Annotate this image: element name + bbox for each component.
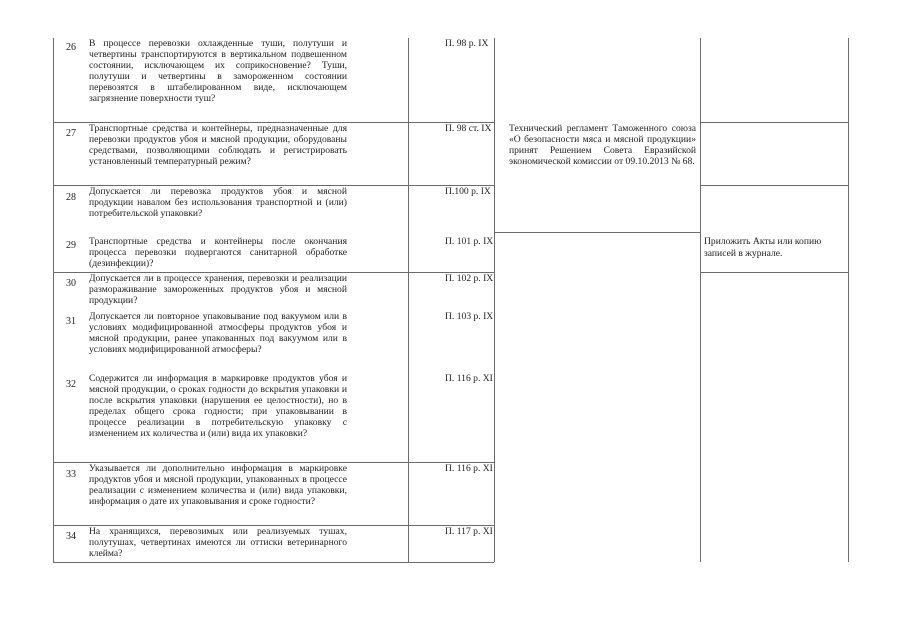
legal-reference: П. 116 р. XI [445,373,493,384]
column-divider-requirement [408,38,409,562]
column-divider-reference [494,38,495,562]
row-number: 28 [66,192,76,203]
column-divider-basis [700,38,701,562]
note-divider [700,122,848,123]
requirement-text: На хранящихся, перевозимых или реализуемых тушах, полутушах, четвертинах имеются ли оттиски ветеринарного клейма? [89,526,347,560]
requirement-text: Указывается ли дополнительно информация в маркировке продуктов убоя и мясной продукции, упакованных в процессе реализации с изменением количества и (или) вида упаковки, информация о дате их упаковывания и сроке годности? [89,463,347,508]
legal-reference: П.100 р. IX [445,186,491,197]
note-text: Приложить Акты или копию записей в журнале. [704,236,822,259]
requirement-text: Допускается ли в процессе хранения, перевозки и реализации размораживание замороженных продуктов убоя и мясной продукции? [89,273,347,307]
regulation-basis-text: Технический регламент Таможенного союза «О безопасности мяса и мясной продукции» принят Решением Совета Евразийской экономической комиссии от 09.10.2013 № 68. [509,123,696,168]
row-number: 27 [66,128,76,139]
row-number: 33 [66,469,76,480]
basis-divider [494,232,700,233]
legal-reference: П. 116 р. XI [445,463,493,474]
row-number: 32 [66,379,76,390]
legal-reference: П. 103 р. IX [445,311,494,322]
note-divider [700,185,848,186]
note-divider [700,272,848,273]
row-number: 34 [66,531,76,542]
row-number: 26 [66,42,76,53]
row-number: 29 [66,240,76,251]
requirement-text: Содержится ли информация в маркировке продуктов убоя и мясной продукции, о сроках годности до вскрытия упаковки и после вскрытия упаковки (нарушения ее целостности), но в пределах общего срока годности; при упаковывании в процессе реализации в потребительскую упаковку с изменением их количества и (или) вида их упаковки? [89,373,347,440]
legal-reference: П. 102 р. IX [445,273,494,284]
requirement-text: Допускается ли перевозка продуктов убоя и мясной продукции навалом без использования транспортной и (или) потребительской упаковки? [89,186,347,220]
legal-reference: П. 101 р. IX [445,236,494,247]
table-border-left [53,38,54,562]
row-number: 30 [66,278,76,289]
legal-reference: П. 98 р. IX [445,38,489,49]
requirement-text: Транспортные средства и контейнеры, предназначенные для перевозки продуктов убоя и мясной продукции, оборудованы средствами, позволяющими соблюдать и регистрировать установленный температурный режим? [89,123,347,168]
table-border-bottom [53,562,494,563]
row-number: 31 [66,316,76,327]
legal-reference: П. 117 р. XI [445,526,493,537]
legal-reference: П. 98 ст. IX [445,123,492,134]
requirement-text: Допускается ли повторное упаковывание под вакуумом или в условиях модифицированной атмосферы продуктов убоя и мясной продукции, ранее упакованных под вакуумом или в условиях модифицированной атмосферы? [89,311,347,356]
table-border-right [848,38,849,562]
requirement-text: Транспортные средства и контейнеры после окончания процесса перевозки подвергаются санитарной обработке (дезинфекции)? [89,236,347,270]
requirement-text: В процессе перевозки охлажденные туши, полутуши и четвертины транспортируются в вертикальном подвешенном состоянии, исключающем их соприкосновение? Туши, полутуши и четвертины в замороженном состоянии перевозятся в штабелированном виде, исключающем загрязнение поверхности туш? [89,38,347,105]
